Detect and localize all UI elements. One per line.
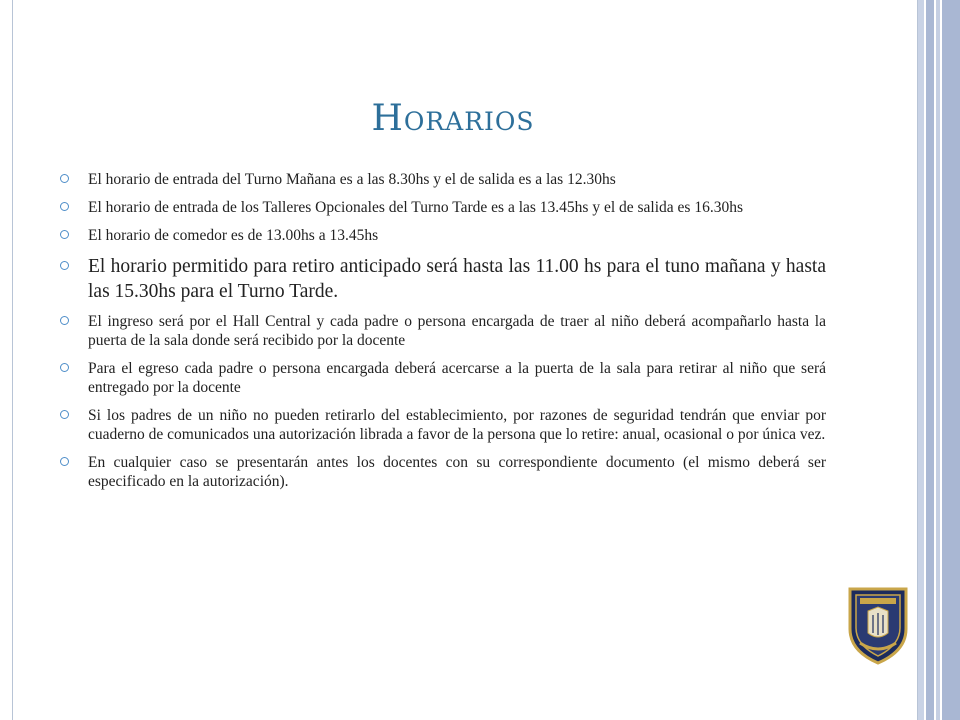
list-item-text: Para el egreso cada padre o persona encargada deberá acercarse a la puerta de la sala para retirar al niño que será entregado por la docente [88,360,826,396]
list-item-text: En cualquier caso se presentarán antes los docentes con su correspondiente documento (el mismo deberá ser especificado en la autorización). [88,454,826,490]
hollow-circle-bullet-icon [60,261,69,270]
decorative-side-bars [918,0,960,720]
list-item-text: El horario de comedor es de 13.00hs a 13.45hs [88,227,379,244]
hollow-circle-bullet-icon [60,174,69,183]
hollow-circle-bullet-icon [60,457,69,466]
list-item [60,406,826,444]
list-item [60,453,826,491]
hollow-circle-bullet-icon [60,363,69,372]
list-item-text: El horario de entrada de los Talleres Opcionales del Turno Tarde es a las 13.45hs y el de salida es 16.30hs [88,199,743,216]
hollow-circle-bullet-icon [60,410,69,419]
side-bar [926,0,934,720]
side-bar [918,0,924,720]
list-item [60,226,826,245]
list-item [60,359,826,397]
slide-title: Horarios [371,98,535,139]
bullet-list [60,170,826,500]
hollow-circle-bullet-icon [60,202,69,211]
side-bar [942,0,960,720]
list-item-text: El horario de entrada del Turno Mañana es a las 8.30hs y el de salida es a las 12.30hs [88,171,616,188]
list-item-highlight [60,254,826,304]
list-item [60,198,826,217]
list-item-text: Si los padres de un niño no pueden retirarlo del establecimiento, por razones de seguridad tendrán que enviar por cuaderno de comunicados una autorización librada a favor de la persona que lo retire: anual, ocasional o por única vez. [88,407,826,443]
list-item [60,312,826,350]
list-item-text: El horario permitido para retiro anticipado será hasta las 11.00 hs para el tuno mañana y hasta las 15.30hs para el Turno Tarde. [88,256,826,302]
school-crest-icon [846,585,910,665]
hollow-circle-bullet-icon [60,230,69,239]
list-item-text: El ingreso será por el Hall Central y cada padre o persona encargada de traer al niño deberá acompañarlo hasta la puerta de la sala donde será recibido por la docente [88,313,826,349]
side-bar [936,0,940,720]
hollow-circle-bullet-icon [60,316,69,325]
list-item [60,170,826,189]
